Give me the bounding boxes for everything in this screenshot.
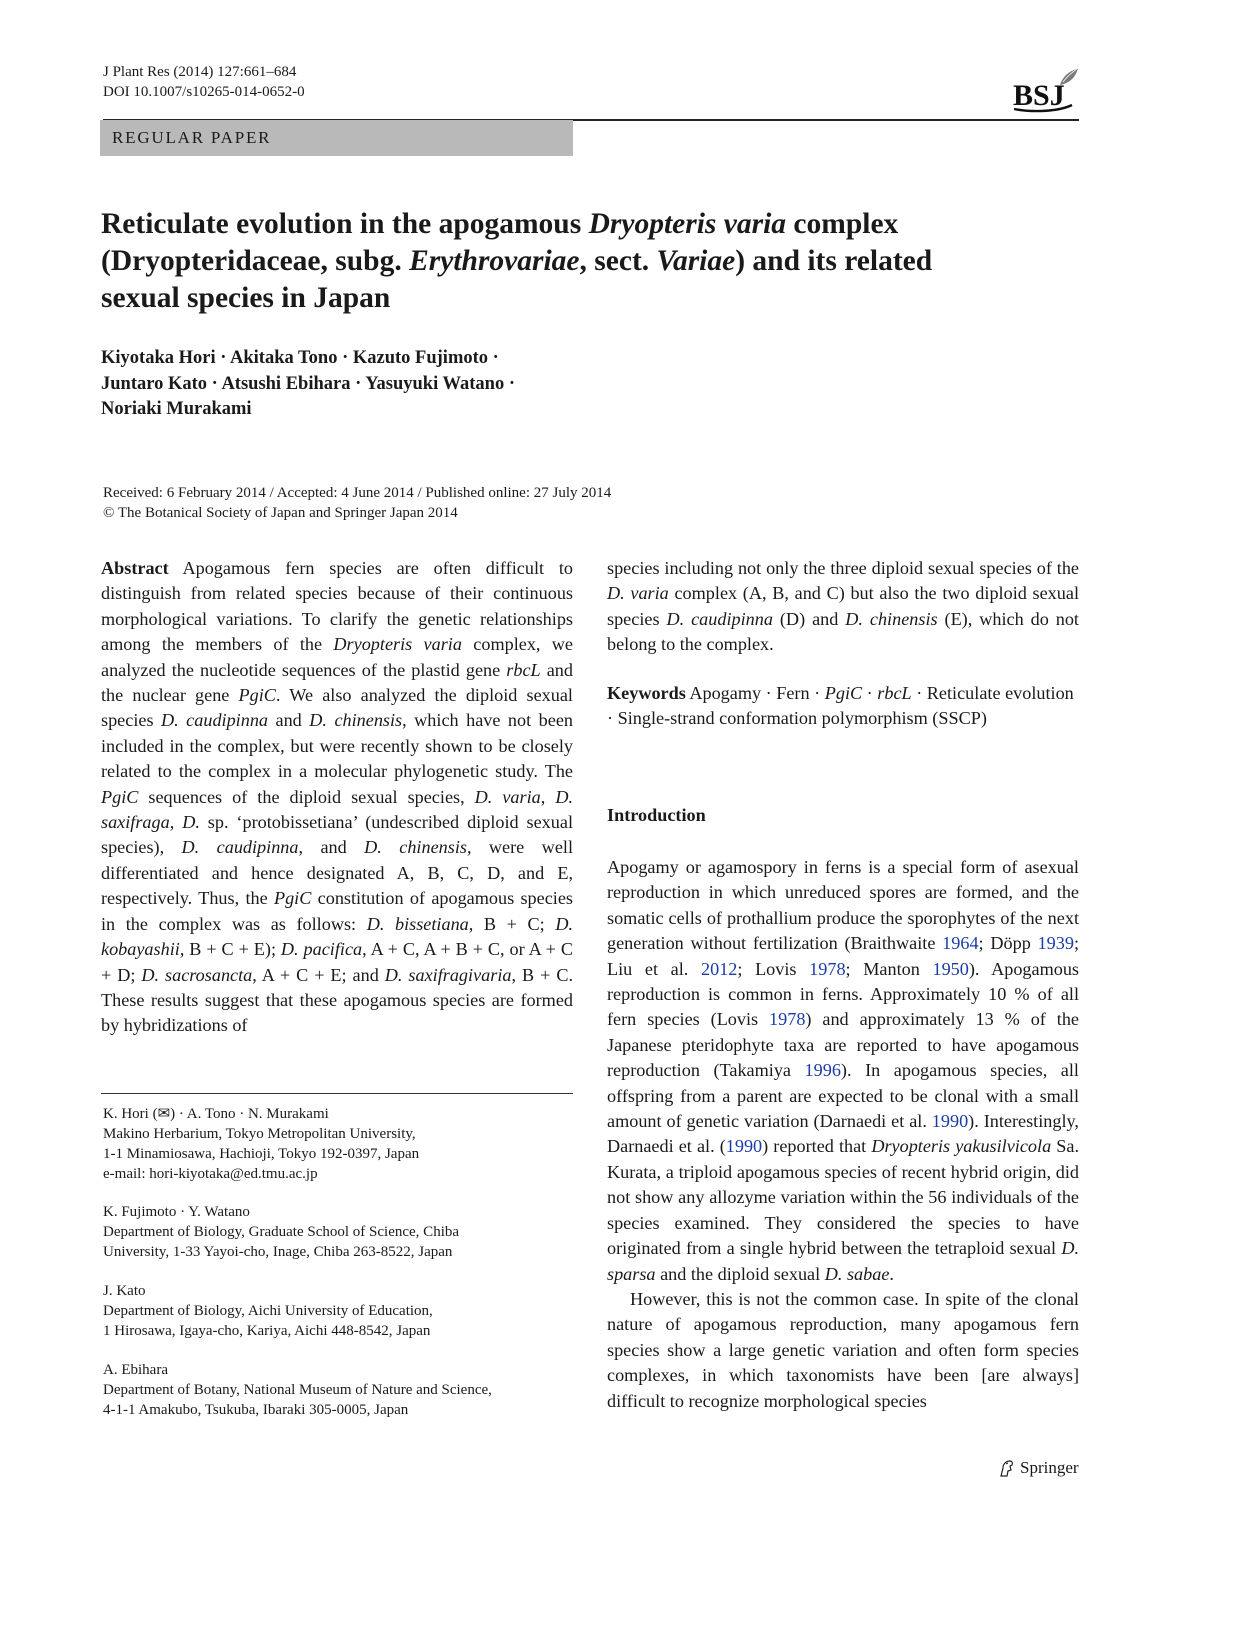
bsj-logo-text: BSJ [1013, 79, 1065, 112]
citation-link[interactable]: 1978 [809, 958, 846, 979]
citation-link[interactable]: 1978 [769, 1009, 806, 1030]
author-line: Noriaki Murakami [101, 399, 252, 419]
affiliation-line: 4-1-1 Amakubo, Tsukuba, Ibaraki 305-0005, Japan [103, 1402, 409, 1418]
affiliation-line: 1 Hirosawa, Igaya-cho, Kariya, Aichi 448-8542, Japan [103, 1323, 431, 1339]
author-line: Kiyotaka Hori · Akitaka Tono · Kazuto Fujimoto · [101, 348, 499, 368]
received-line: Received: 6 February 2014 / Accepted: 4 June 2014 / Published online: 27 July 2014 [103, 485, 612, 501]
affiliation-block [103, 1281, 573, 1341]
affiliation-line: Department of Biology, Graduate School of Science, Chiba [103, 1224, 460, 1240]
citation-link[interactable]: 1950 [932, 958, 969, 979]
affiliation-names: A. Ebihara [103, 1362, 168, 1378]
bsj-logo-icon [1010, 65, 1082, 115]
author-line: Juntaro Kato · Atsushi Ebihara · Yasuyuki Watano · [101, 373, 515, 394]
affiliation-line: Department of Biology, Aichi University of Education, [103, 1303, 433, 1319]
email-link[interactable]: e-mail: hori-kiyotaka@ed.tmu.ac.jp [103, 1166, 318, 1182]
citation-link[interactable]: 1990 [931, 1111, 969, 1132]
keywords: Keywords Apogamy · Fern · PgiC · rbcL · Reticulate evolution · Single-strand conformation polymorphism (SSCP) [607, 683, 1074, 729]
doi[interactable]: DOI 10.1007/s10265-014-0652-0 [103, 84, 305, 100]
publisher-logo [998, 1458, 1079, 1478]
abstract-heading: Abstract [101, 558, 169, 578]
publication-dates [103, 483, 903, 523]
abstract-continuation: species including not only the three diploid sexual species of the D. varia complex (A, B, and C) but also the two diploid sexual species D. caudipinna (D) and D. chinensis (E), which do not belong to the complex. [607, 558, 1079, 655]
affiliation-block [103, 1202, 573, 1262]
copyright-line: © The Botanical Society of Japan and Springer Japan 2014 [103, 505, 458, 521]
affiliation-names: K. Hori (✉) · A. Tono · N. Murakami [103, 1106, 329, 1122]
page-title: Reticulate evolution in the apogamous Dryopteris varia complex (Dryopteridaceae, subg. Erythrovariae, sect. Variae) and its related sexual species in Japan [101, 208, 933, 314]
affiliation-line: University, 1-33 Yayoi-cho, Inage, Chiba 263-8522, Japan [103, 1244, 453, 1260]
citation-link[interactable]: 1996 [804, 1060, 841, 1081]
affiliation-names: K. Fujimoto · Y. Watano [103, 1204, 250, 1220]
abstract: Abstract Apogamous fern species are often difficult to distinguish from related species because of their continuous morphological variations. To clarify the genetic relationships among the members of the Dryopteris varia complex, we analyzed the nucleotide sequences of the plastid gene rbcL and the nuclear gene PgiC. We also analyzed the diploid sexual species D. caudipinna and D. chinensis, which have not been included in the complex, but were recently shown to be closely related to the complex in a molecular phylogenetic study. The PgiC sequences of the diploid sexual species, D. varia, D. saxifraga, D. sp. ‘protobissetiana’ (undescribed diploid sexual species), D. caudipinna, and D. chinensis, were well differentiated and hence designated A, B, C, D, and E, respectively. Thus, the PgiC constitution of apogamous species in the complex was as follows: D. bissetiana, B + C; D. kobayashii, B + C + E); D. pacifica, A + C, A + B + C, or A + C + D; D. sacrosancta, A + C + E; and D. saxifragivaria, B + C. These results suggest that these apogamous species are formed by hybridizations of [101, 558, 574, 1036]
author-list [101, 346, 701, 423]
article-type-banner: REGULAR PAPER [100, 120, 573, 156]
affiliation-names: J. Kato [103, 1283, 146, 1299]
affiliation-block [103, 1104, 573, 1184]
citation-link[interactable]: 1964 [942, 933, 979, 954]
affiliation-line: Makino Herbarium, Tokyo Metropolitan University, [103, 1126, 416, 1142]
bsj-logo [1010, 65, 1082, 115]
affiliation-line: 1-1 Minamiosawa, Hachioji, Tokyo 192-0397, Japan [103, 1146, 420, 1162]
citation-link[interactable]: 2012 [701, 958, 738, 979]
citation-link[interactable]: 1939 [1037, 933, 1074, 954]
publisher-name: Springer [1020, 1458, 1079, 1477]
introduction-text: Apogamy or agamospory in ferns is a special form of asexual reproduction in which unreduced spores are formed, and the somatic cells of prothallium produce the sporophytes of the next generation without fertilization (Braithwaite 1964; Döpp 1939; Liu et al. 2012; Lovis 1978; Manton 1950). Apogamous reproduction is common in ferns. Approximately 10 % of all fern species (Lovis 1978) and approximately 13 % of the Japanese pteridophyte taxa are reported to have apogamous reproduction (Takamiya 1996). In apogamous species, all offspring from a parent are expected to be clonal with a small amount of genetic variation (Darnaedi et al. 1990). Interestingly, Darnaedi et al. (1990) reported that Dryopteris yakusilvicola Sa. Kurata, a triploid apogamous species of recent hybrid origin, did not show any allozyme variation within the 56 individuals of the species examined. They considered the species to have originated from a single hybrid between the tetraploid sexual D. sparsa and the diploid sexual D. sabae. However, this is not the common case. In spite of the clonal nature of apogamous reproduction, many apogamous fern species show a large genetic variation and often form species complexes, in which taxonomists have been [are always] difficult to recognize morphological species [607, 857, 1080, 1411]
footnote-rule [101, 1093, 573, 1094]
keywords-label: Keywords [607, 683, 686, 703]
springer-horse-icon [998, 1459, 1015, 1478]
section-heading-introduction: Introduction [607, 805, 706, 825]
journal-reference [103, 62, 305, 102]
journal-citation: J Plant Res (2014) 127:661–684 [103, 64, 297, 80]
affiliation-block [103, 1360, 573, 1420]
affiliation-line: Department of Botany, National Museum of Nature and Science, [103, 1382, 492, 1398]
citation-link[interactable]: 1990 [725, 1136, 763, 1157]
